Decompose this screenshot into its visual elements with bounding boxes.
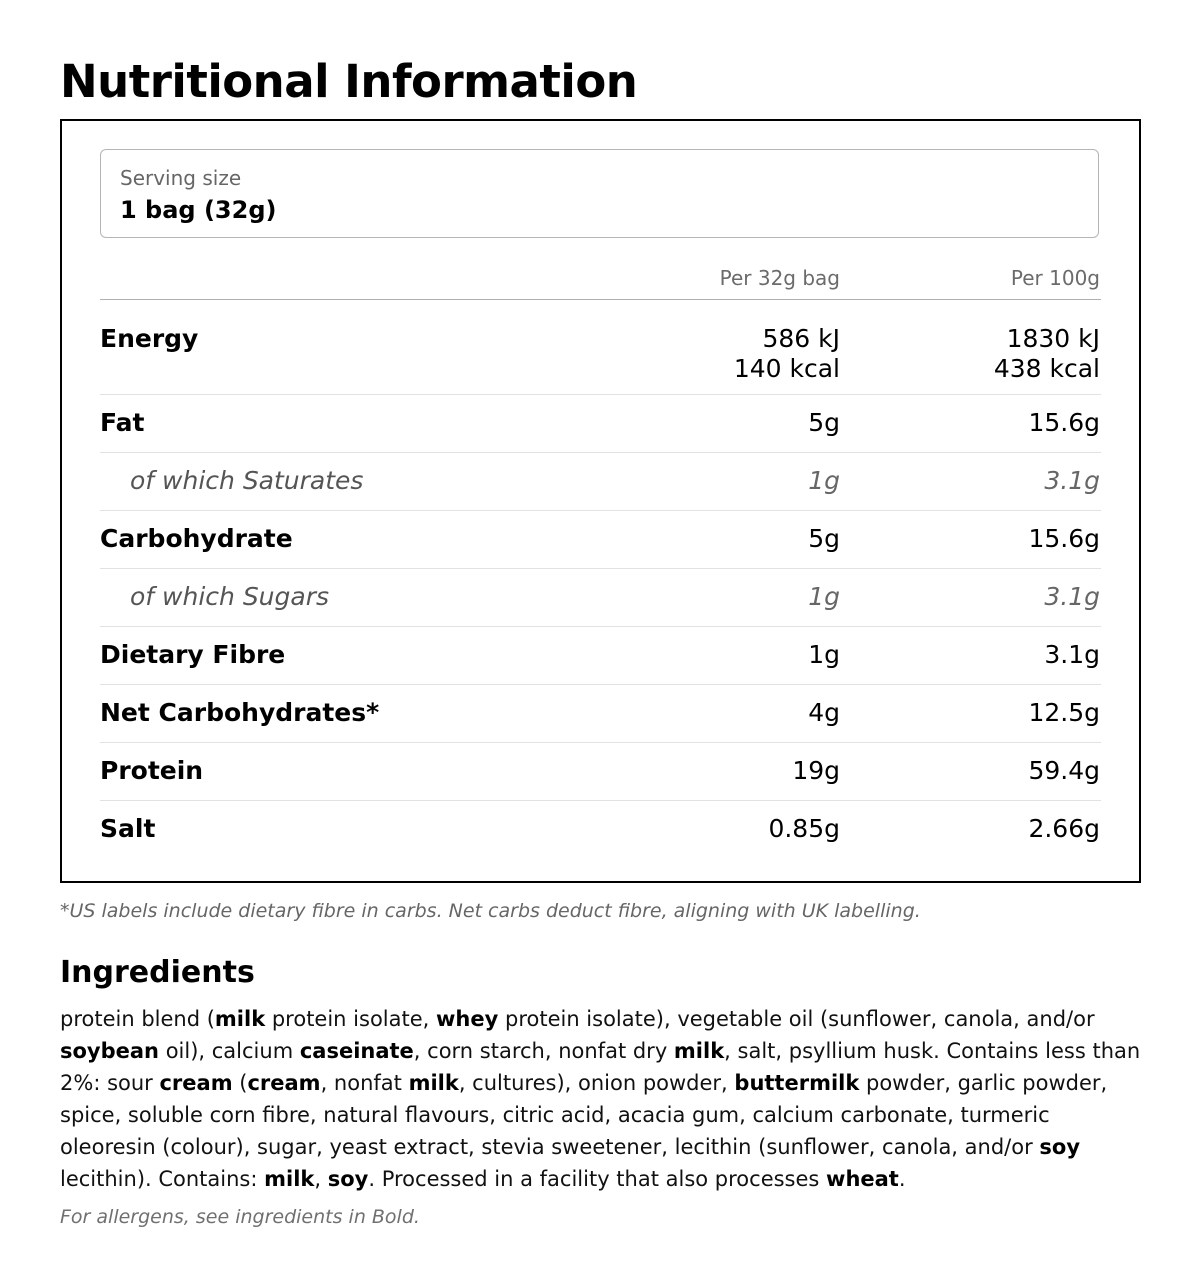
allergen-term: soybean bbox=[60, 1039, 160, 1063]
nutrient-row bbox=[100, 685, 1101, 743]
ingredient-text-segment: , bbox=[314, 1167, 328, 1191]
value-per-100g: 15.6g bbox=[1028, 408, 1100, 437]
value-per-bag: 140 kcal bbox=[733, 354, 840, 383]
footnote: *US labels include dietary fibre in carbs. Net carbs deduct fibre, aligning with UK labelling. bbox=[60, 900, 921, 922]
allergen-term: soy bbox=[1039, 1135, 1081, 1159]
column-header-per-bag: Per 32g bag bbox=[719, 266, 840, 290]
nutrient-name: Net Carbohydrates* bbox=[100, 698, 380, 727]
nutrient-row bbox=[100, 801, 1101, 858]
ingredient-text-segment: lecithin). Contains: bbox=[60, 1167, 265, 1191]
nutrient-name: of which Saturates bbox=[130, 466, 364, 495]
value-per-100g: 12.5g bbox=[1028, 698, 1100, 727]
page-title: Nutritional Information bbox=[60, 55, 638, 108]
ingredients-title: Ingredients bbox=[60, 955, 255, 990]
ingredient-text-segment: protein isolate, bbox=[265, 1007, 437, 1031]
value-per-bag: 1g bbox=[808, 466, 840, 495]
allergen-term: cream bbox=[159, 1071, 233, 1095]
value-per-100g: 3.1g bbox=[1044, 466, 1100, 495]
nutrient-name: Carbohydrate bbox=[100, 524, 293, 553]
ingredient-text-segment: , nonfat bbox=[320, 1071, 409, 1095]
allergen-term: milk bbox=[264, 1167, 315, 1191]
ingredient-text-segment: protein blend ( bbox=[60, 1007, 215, 1031]
allergen-term: milk bbox=[673, 1039, 725, 1063]
allergen-term: soy bbox=[327, 1167, 369, 1191]
value-per-100g: 3.1g bbox=[1044, 640, 1100, 669]
value-per-bag: 0.85g bbox=[768, 814, 840, 843]
value-per-bag: 586 kJ bbox=[762, 324, 840, 353]
ingredient-text-segment: oil), calcium bbox=[159, 1039, 300, 1063]
value-per-100g: 59.4g bbox=[1028, 756, 1100, 785]
nutrient-name: Dietary Fibre bbox=[100, 640, 286, 669]
allergen-term: cream bbox=[247, 1071, 321, 1095]
nutrient-name: of which Sugars bbox=[130, 582, 330, 611]
allergen-term: milk bbox=[214, 1007, 266, 1031]
nutrient-name: Energy bbox=[100, 324, 199, 353]
serving-size-box bbox=[100, 149, 1099, 238]
nutrient-row bbox=[100, 511, 1101, 569]
ingredient-text-segment: , salt, psyllium husk. Contains less than 2%: sour bbox=[60, 1039, 1141, 1095]
value-per-100g: 1830 kJ bbox=[1006, 324, 1100, 353]
ingredient-text-segment: protein isolate), vegetable oil (sunflower, canola, and/or bbox=[498, 1007, 1095, 1031]
allergen-term: wheat bbox=[826, 1167, 899, 1191]
nutrient-row bbox=[100, 743, 1101, 801]
value-per-bag: 5g bbox=[808, 408, 840, 437]
nutrient-row bbox=[100, 300, 1101, 395]
ingredient-text-segment: . bbox=[898, 1167, 906, 1191]
value-per-bag: 4g bbox=[808, 698, 840, 727]
value-per-100g: 2.66g bbox=[1028, 814, 1100, 843]
column-headers bbox=[100, 266, 1101, 300]
serving-size-value: 1 bag (32g) bbox=[120, 196, 277, 224]
allergen-term: milk bbox=[408, 1071, 459, 1095]
nutrient-name: Fat bbox=[100, 408, 145, 437]
nutrient-row bbox=[100, 395, 1101, 453]
ingredients-text bbox=[60, 1003, 1150, 1195]
value-per-bag: 19g bbox=[792, 756, 840, 785]
ingredient-text-segment: ( bbox=[232, 1071, 248, 1095]
nutrient-rows bbox=[100, 300, 1101, 858]
allergen-term: caseinate bbox=[299, 1039, 414, 1063]
serving-size-label: Serving size bbox=[120, 166, 242, 190]
nutrient-row bbox=[100, 627, 1101, 685]
nutrient-row bbox=[100, 569, 1101, 627]
value-per-bag: 1g bbox=[808, 582, 840, 611]
value-per-100g: 438 kcal bbox=[993, 354, 1100, 383]
ingredient-text-segment: . Processed in a facility that also processes bbox=[368, 1167, 827, 1191]
nutrient-name: Protein bbox=[100, 756, 204, 785]
value-per-100g: 15.6g bbox=[1028, 524, 1100, 553]
nutrient-row bbox=[100, 453, 1101, 511]
ingredient-text-segment: , cultures), onion powder, bbox=[458, 1071, 735, 1095]
ingredient-text-segment: powder, garlic powder, spice, soluble corn fibre, natural flavours, citric acid, acacia gum, calcium carbonate, turmeric oleoresin (colour), sugar, yeast extract, stevia sweetener, lecithin (sunflower, canola, and/or bbox=[60, 1071, 1108, 1159]
allergen-term: buttermilk bbox=[734, 1071, 860, 1095]
column-header-per-100g: Per 100g bbox=[1010, 266, 1100, 290]
value-per-100g: 3.1g bbox=[1044, 582, 1100, 611]
nutrition-table bbox=[60, 119, 1141, 883]
value-per-bag: 5g bbox=[808, 524, 840, 553]
allergen-term: whey bbox=[436, 1007, 499, 1031]
nutrient-name: Salt bbox=[100, 814, 156, 843]
value-per-bag: 1g bbox=[808, 640, 840, 669]
ingredient-text-segment: , corn starch, nonfat dry bbox=[413, 1039, 674, 1063]
allergen-note: For allergens, see ingredients in Bold. bbox=[60, 1206, 420, 1228]
